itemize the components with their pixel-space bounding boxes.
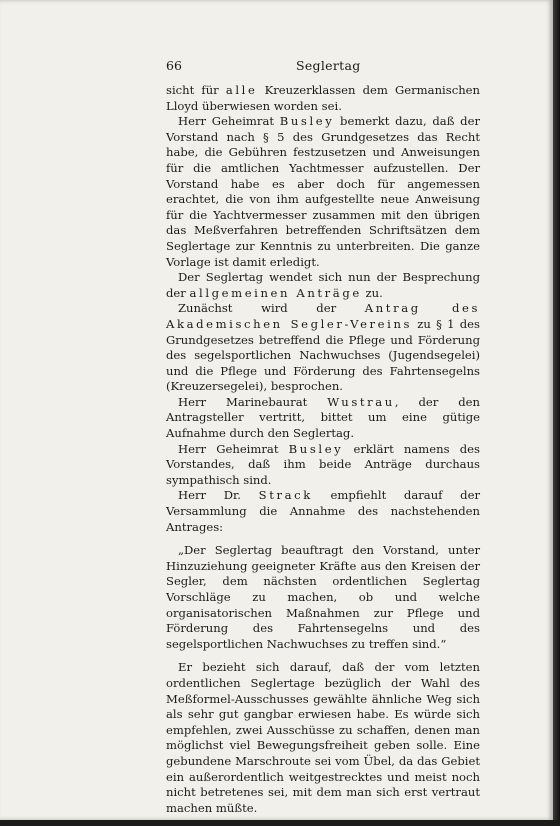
paragraph bbox=[166, 83, 480, 114]
spaced-emphasis: alle bbox=[225, 83, 258, 97]
paragraph bbox=[166, 395, 480, 442]
spaced-emphasis: Busley bbox=[279, 114, 335, 129]
running-head: Seglertag bbox=[296, 58, 361, 73]
paragraph bbox=[166, 660, 480, 816]
text-run: Herr Dr. bbox=[178, 488, 259, 503]
text-run: Er bezieht sich darauf, daß der vom letzten ordentlichen Seglertage bezüglich der Wahl des Meßformel-Ausschusses gewählte ähnliche Weg sich als sehr gut gangbar erwiesen habe. Es würde sich empfehlen, zwei Ausschüsse zu schaffen, denen man möglichst viel Bewegungsfreiheit geben solle. Eine gebundene Marschroute sei vom Übel, da das Gebiet ein außerordentlich weitgestrecktes und meist noch nicht betretenes sei, mit dem man sich erst vertraut machen müßte. bbox=[166, 660, 480, 815]
page-bottom-edge bbox=[0, 820, 560, 826]
quoted-motion bbox=[166, 543, 480, 652]
text-run: Herr Marinebaurat bbox=[178, 394, 328, 409]
page-header bbox=[166, 58, 480, 78]
text-run: Herr Geheimrat bbox=[178, 441, 289, 456]
text-run: „Der Seglertag beauftragt den Vorstand, unter Hinzuziehung geeigneter Kräfte aus den Kreisen der Segler, dem nächsten ordentlichen Seglertag Vorschläge zu machen, ob und welche organisatorischen Maßnahmen zur Pflege und Förderung des Fahrtensegelns und des segelsportlichen Nachwuchses zu treffen sind.“ bbox=[166, 543, 480, 651]
text-run: sicht für bbox=[166, 83, 226, 97]
page-number: 66 bbox=[166, 58, 182, 73]
text-run: Herr Geheimrat bbox=[178, 114, 280, 129]
spaced-emphasis: Busley bbox=[288, 441, 344, 456]
text-run: zu. bbox=[361, 285, 383, 300]
page-edge-shadow bbox=[553, 0, 560, 826]
spaced-emphasis: allgemeinen Anträge bbox=[189, 285, 362, 300]
paragraph bbox=[166, 114, 480, 270]
text-run: Kreuzerklassen dem Germanischen Lloyd überwiesen worden sei. bbox=[166, 83, 481, 113]
paragraph bbox=[166, 270, 480, 301]
text-run: Der Seglertag wendet sich nun der Besprechung der bbox=[166, 270, 480, 300]
spaced-emphasis: Strack bbox=[258, 488, 313, 503]
text-run: bemerkt dazu, daß der Vorstand nach § 5 des Grundgesetzes das Recht habe, die Gebühren festzusetzen und Anweisungen für die amtlichen Yachtmesser aufzustellen. Der Vorstand habe es aber doch für angemessen erachtet, die von ihm aufgestellte neue Anweisung für die Yachtvermesser zusammen mit den übrigen das Meßverfahren betreffenden Schriftsätzen dem Seglertage zur Kenntnis zu unterbreiten. Die ganze Vorlage ist damit erledigt. bbox=[166, 114, 480, 269]
text-run: , der den Antragsteller vertritt, bittet um eine gütige Aufnahme durch den Seglertag. bbox=[166, 394, 480, 441]
text-run: zu § 1 des Grundgesetzes betreffend die Pflege und Förderung des segelsportlichen Nachwuchses (Jugendsegelei) und die Pflege und Förderung des Fahrtensegelns (Kreuzersegelei), besprochen. bbox=[166, 316, 480, 394]
paragraph bbox=[166, 488, 480, 535]
spaced-emphasis: Antrag des Akademischen Segler-Vereins bbox=[166, 301, 480, 331]
body-text bbox=[166, 83, 480, 816]
spaced-emphasis: Wustrau bbox=[327, 394, 395, 409]
text-run: empfiehlt darauf der Versammlung die Annahme des nachstehenden Antrages: bbox=[166, 488, 480, 534]
text-run: Zunächst wird der bbox=[178, 301, 365, 316]
text-run: erklärt namens des Vorstandes, daß ihm beide Anträge durchaus sympathisch sind. bbox=[166, 441, 480, 487]
paragraph bbox=[166, 301, 480, 395]
paragraph bbox=[166, 442, 480, 489]
